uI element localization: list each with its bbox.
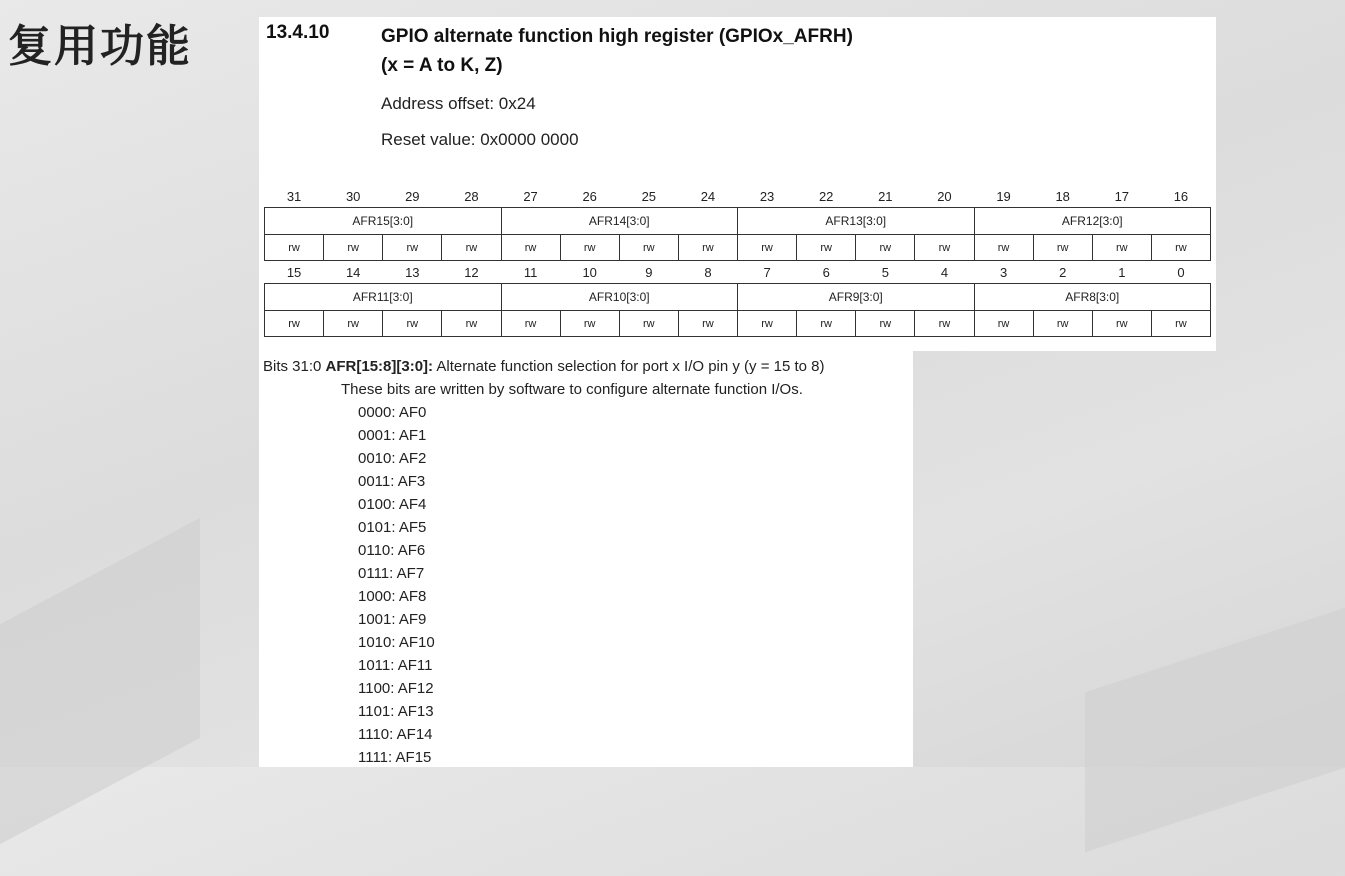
access-type: rw	[974, 311, 1033, 337]
access-type: rw	[915, 235, 974, 261]
bit-description	[263, 355, 825, 769]
af-code-item: 1000: AF8	[358, 588, 427, 605]
access-type: rw	[383, 311, 442, 337]
section-title	[381, 22, 1141, 80]
bit-number: 16	[1173, 188, 1189, 204]
register-field: AFR8[3:0]	[974, 284, 1211, 311]
access-type: rw	[560, 235, 619, 261]
access-type: rw	[265, 311, 324, 337]
af-code-item: 1100: AF12	[358, 680, 434, 697]
bit-number: 5	[881, 264, 889, 280]
access-type: rw	[678, 311, 737, 337]
af-code-item: 0100: AF4	[358, 496, 427, 513]
af-code-item: 1011: AF11	[358, 657, 433, 674]
af-code-item: 0010: AF2	[358, 450, 427, 467]
register-field: AFR12[3:0]	[974, 208, 1211, 235]
access-type: rw	[619, 235, 678, 261]
af-code-item: 0101: AF5	[358, 519, 427, 536]
af-code-item: 1001: AF9	[358, 611, 427, 628]
access-type: rw	[442, 311, 501, 337]
bit-number-row	[265, 185, 1211, 208]
bit-number: 26	[582, 188, 597, 204]
section-number: 13.4.10	[266, 22, 330, 43]
slide-title: 复用功能	[8, 21, 192, 72]
bit-number: 10	[582, 264, 597, 280]
af-code-item: 1010: AF10	[358, 634, 435, 651]
field-subdescription: These bits are written by software to configure alternate function I/Os.	[341, 381, 803, 398]
field-description: Alternate function selection for port x I/O pin y (y = 15 to 8)	[436, 358, 825, 375]
access-type: rw	[265, 235, 324, 261]
bit-number: 8	[704, 264, 712, 280]
field-row	[265, 208, 1211, 235]
register-field: AFR9[3:0]	[738, 284, 975, 311]
access-row	[265, 235, 1211, 261]
access-type: rw	[324, 311, 383, 337]
af-code-item: 1101: AF13	[358, 703, 434, 720]
bit-number: 21	[878, 188, 893, 204]
access-type: rw	[501, 311, 560, 337]
section-title-line2: (x = A to K, Z)	[381, 55, 503, 76]
access-type: rw	[797, 311, 856, 337]
register-field: AFR10[3:0]	[501, 284, 738, 311]
af-code-item: 0110: AF6	[358, 542, 426, 559]
background-shape	[0, 518, 200, 876]
af-code-item: 0111: AF7	[358, 565, 425, 582]
background-shape	[1085, 582, 1345, 852]
access-type: rw	[1151, 311, 1210, 337]
bit-number: 9	[645, 264, 653, 280]
access-type: rw	[797, 235, 856, 261]
bit-number: 19	[996, 188, 1011, 204]
bit-number: 7	[763, 264, 771, 280]
bit-number: 4	[940, 264, 949, 280]
field-name: AFR[15:8][3:0]:	[325, 358, 434, 375]
bit-number: 27	[523, 188, 538, 204]
access-type: rw	[738, 235, 797, 261]
bit-number: 30	[345, 188, 361, 204]
datasheet-excerpt-description	[259, 351, 913, 767]
access-type: rw	[324, 235, 383, 261]
bit-number: 14	[345, 264, 361, 280]
bit-number: 24	[700, 188, 716, 204]
address-offset: Address offset: 0x24	[381, 94, 536, 113]
access-type: rw	[442, 235, 501, 261]
bit-number: 13	[405, 264, 420, 280]
bit-number: 17	[1114, 188, 1130, 204]
access-type: rw	[856, 235, 915, 261]
register-field: AFR15[3:0]	[265, 208, 502, 235]
bit-number: 3	[999, 264, 1008, 280]
bit-number: 11	[523, 264, 538, 280]
bit-number-row	[265, 261, 1211, 284]
bits-label: Bits 31:0	[263, 358, 322, 375]
bits-line	[263, 355, 825, 378]
bit-number: 18	[1055, 188, 1070, 204]
section-title-line1: GPIO alternate function high register (GPIOx_AFRH)	[381, 26, 853, 47]
access-type: rw	[1033, 311, 1092, 337]
bit-number: 6	[822, 264, 830, 280]
register-bit-table	[264, 185, 1211, 337]
access-type: rw	[738, 311, 797, 337]
af-code-item: 0001: AF1	[358, 427, 427, 444]
field-row	[265, 284, 1211, 311]
bit-number: 23	[759, 188, 775, 204]
af-code-item: 1111: AF15	[358, 749, 432, 766]
af-code-item: 1110: AF14	[358, 726, 433, 743]
af-code-list	[358, 401, 825, 769]
access-type: rw	[915, 311, 974, 337]
bit-number: 20	[937, 188, 952, 204]
access-type: rw	[501, 235, 560, 261]
access-type: rw	[974, 235, 1033, 261]
bit-number: 2	[1059, 264, 1067, 280]
register-field: AFR11[3:0]	[265, 284, 502, 311]
af-code-item: 0000: AF0	[358, 404, 427, 421]
access-type: rw	[1151, 235, 1210, 261]
bit-number: 1	[1118, 264, 1126, 280]
bit-number: 12	[464, 264, 479, 280]
bit-number: 15	[286, 264, 302, 280]
access-type: rw	[856, 311, 915, 337]
bit-number: 29	[405, 188, 420, 204]
bit-number: 28	[464, 188, 479, 204]
access-row	[265, 311, 1211, 337]
access-type: rw	[619, 311, 678, 337]
datasheet-excerpt-register	[259, 17, 1216, 351]
access-type: rw	[560, 311, 619, 337]
register-field: AFR14[3:0]	[501, 208, 738, 235]
bit-number: 0	[1177, 264, 1185, 280]
access-type: rw	[383, 235, 442, 261]
bit-number: 22	[818, 188, 834, 204]
access-type: rw	[1092, 311, 1151, 337]
access-type: rw	[1033, 235, 1092, 261]
access-type: rw	[678, 235, 737, 261]
af-code-item: 0011: AF3	[358, 473, 426, 490]
access-type: rw	[1092, 235, 1151, 261]
bit-number: 31	[286, 188, 302, 204]
register-field: AFR13[3:0]	[738, 208, 975, 235]
reset-value: Reset value: 0x0000 0000	[381, 130, 579, 149]
bit-number: 25	[641, 188, 657, 204]
